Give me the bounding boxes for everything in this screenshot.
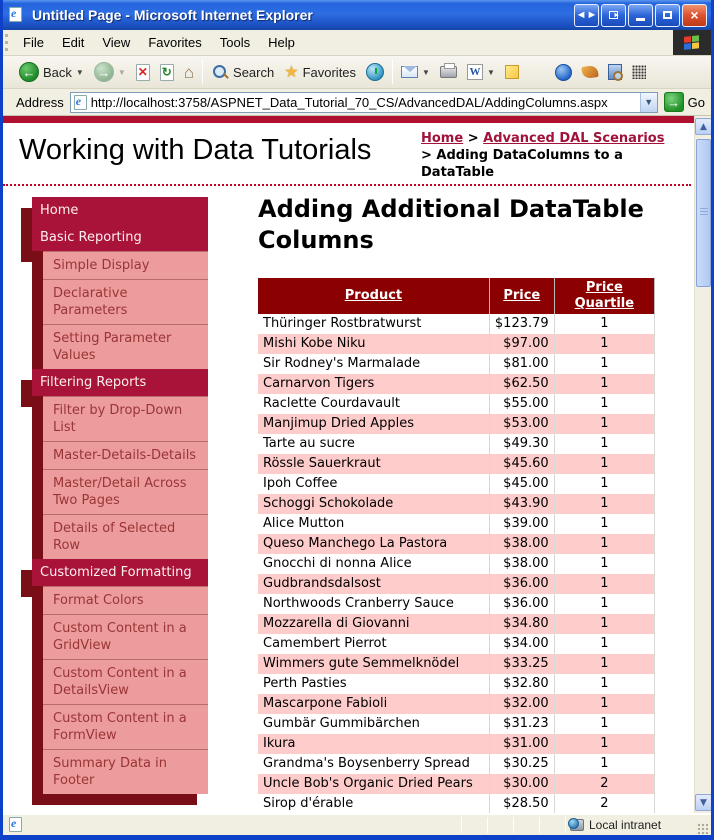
product-cell: Tarte au sucre xyxy=(258,434,489,454)
toolbar-separator-2 xyxy=(392,60,393,84)
product-cell: Carnarvon Tigers xyxy=(258,374,489,394)
forward-dropdown-icon: ▼ xyxy=(117,67,126,77)
table-row xyxy=(258,674,655,694)
breadcrumb xyxy=(421,130,673,181)
quartile-cell: 1 xyxy=(554,714,654,734)
minimize-button[interactable] xyxy=(628,4,653,27)
addon-button[interactable] xyxy=(577,58,603,87)
forward-icon: → xyxy=(94,62,114,82)
table-row xyxy=(258,754,655,774)
sidebar-item[interactable]: Format Colors xyxy=(43,586,208,614)
maximize-button[interactable] xyxy=(655,4,680,27)
mail-icon xyxy=(401,66,418,78)
product-cell: Grandma's Boysenberry Spread xyxy=(258,754,489,774)
scroll-down-button[interactable]: ▼ xyxy=(695,794,711,811)
dots-grid-icon xyxy=(632,65,646,79)
back-dropdown-icon[interactable]: ▼ xyxy=(75,67,84,77)
page-accent-bar xyxy=(3,116,711,123)
product-cell: Gnocchi di nonna Alice xyxy=(258,554,489,574)
vertical-scrollbar[interactable] xyxy=(694,116,711,813)
price-cell: $33.25 xyxy=(489,654,554,674)
table-row xyxy=(258,314,655,334)
table-row xyxy=(258,614,655,634)
table-row xyxy=(258,374,655,394)
history-icon xyxy=(366,63,384,81)
table-row xyxy=(258,574,655,594)
product-cell: Camembert Pierrot xyxy=(258,634,489,654)
page-content xyxy=(3,116,711,813)
quartile-cell: 1 xyxy=(554,674,654,694)
product-cell: Thüringer Rostbratwurst xyxy=(258,314,489,334)
quartile-cell: 1 xyxy=(554,614,654,634)
price-cell: $81.00 xyxy=(489,354,554,374)
product-cell: Gumbär Gummibärchen xyxy=(258,714,489,734)
quartile-cell: 1 xyxy=(554,434,654,454)
quartile-cell: 1 xyxy=(554,494,654,514)
security-zone-label: Local intranet xyxy=(589,817,662,832)
price-cell: $34.80 xyxy=(489,614,554,634)
messenger-icon xyxy=(555,64,572,81)
sidebar-item[interactable]: Filtering Reports xyxy=(32,369,208,396)
sidebar-item[interactable]: Custom Content in a GridView xyxy=(43,614,208,659)
home-icon: ⌂ xyxy=(183,62,195,82)
snippet-button[interactable] xyxy=(627,58,651,87)
breadcrumb-current: > Adding DataColumns to a DataTable xyxy=(421,148,623,180)
quartile-cell: 2 xyxy=(554,794,654,813)
mail-button[interactable] xyxy=(396,58,435,87)
price-cell: $62.50 xyxy=(489,374,554,394)
price-cell: $43.90 xyxy=(489,494,554,514)
table-row xyxy=(258,434,655,454)
price-cell: $97.00 xyxy=(489,334,554,354)
forward-button[interactable] xyxy=(89,58,131,87)
sidebar-item[interactable]: Simple Display xyxy=(43,251,208,279)
sidebar-item[interactable]: Basic Reporting xyxy=(32,224,208,251)
price-cell: $30.00 xyxy=(489,774,554,794)
refresh-icon: ↻ xyxy=(161,65,172,79)
resize-grip[interactable] xyxy=(696,822,709,835)
sidebar-item[interactable]: Declarative Parameters xyxy=(43,279,208,324)
favorites-label: Favorites xyxy=(302,64,357,80)
close-button[interactable]: × xyxy=(682,4,707,27)
word-icon: W xyxy=(467,64,483,80)
price-cell: $38.00 xyxy=(489,534,554,554)
product-cell: Queso Manchego La Pastora xyxy=(258,534,489,554)
status-bar xyxy=(3,813,711,835)
address-page-icon xyxy=(74,95,87,110)
menu-items xyxy=(14,30,304,55)
product-cell: Ipoh Coffee xyxy=(258,474,489,494)
table-row xyxy=(258,414,655,434)
table-row xyxy=(258,694,655,714)
table-row xyxy=(258,534,655,554)
quartile-cell: 1 xyxy=(554,594,654,614)
price-cell: $34.00 xyxy=(489,634,554,654)
favorites-button[interactable] xyxy=(279,58,361,87)
sidebar-item[interactable]: Home xyxy=(32,197,208,224)
price-cell: $32.00 xyxy=(489,694,554,714)
quartile-cell: 1 xyxy=(554,634,654,654)
windows-flag-icon xyxy=(684,35,700,51)
sidebar-item[interactable]: Setting Parameter Values xyxy=(43,324,208,369)
history-button[interactable] xyxy=(361,58,389,87)
intranet-zone-icon xyxy=(570,819,584,831)
grid-column-header[interactable]: Price Quartile xyxy=(554,278,654,314)
sidebar-nav xyxy=(21,197,208,794)
quartile-cell: 1 xyxy=(554,654,654,674)
menu-bar xyxy=(3,30,711,56)
home-button[interactable] xyxy=(179,58,199,87)
breadcrumb-link-home[interactable]: Home xyxy=(421,131,464,146)
menu-item-favorites[interactable]: Favorites xyxy=(148,35,202,50)
address-label: Address xyxy=(16,94,64,110)
addon-icon xyxy=(581,65,599,79)
back-button[interactable] xyxy=(14,58,89,87)
price-cell: $38.00 xyxy=(489,554,554,574)
windows-logo xyxy=(673,30,711,55)
menu-item-edit[interactable]: Edit xyxy=(61,35,85,50)
table-row xyxy=(258,494,655,514)
status-page-icon xyxy=(9,817,22,832)
window-border xyxy=(3,835,711,840)
product-cell: Alice Mutton xyxy=(258,514,489,534)
sidebar-item[interactable]: Details of Selected Row xyxy=(43,514,208,559)
dock-window-button[interactable] xyxy=(601,4,626,27)
address-dropdown-button[interactable]: ▼ xyxy=(640,93,657,112)
quartile-cell: 1 xyxy=(554,754,654,774)
grid-column-header[interactable]: Product xyxy=(258,278,489,314)
scroll-up-button[interactable]: ▲ xyxy=(695,118,711,135)
dotted-divider xyxy=(3,184,691,186)
price-cell: $30.25 xyxy=(489,754,554,774)
price-cell: $45.60 xyxy=(489,454,554,474)
quartile-cell: 1 xyxy=(554,514,654,534)
product-cell: Ikura xyxy=(258,734,489,754)
table-row xyxy=(258,354,655,374)
refresh-button[interactable] xyxy=(155,58,179,87)
search-label: Search xyxy=(233,64,275,80)
menu-item-help[interactable]: Help xyxy=(268,35,295,50)
quartile-cell: 1 xyxy=(554,534,654,554)
quartile-cell: 1 xyxy=(554,554,654,574)
search-button[interactable] xyxy=(206,58,279,87)
quartile-cell: 1 xyxy=(554,454,654,474)
status-main-pane xyxy=(5,816,461,834)
sidebar-item[interactable]: Master-Details-Details xyxy=(43,441,208,469)
discuss-icon xyxy=(505,65,519,79)
product-cell: Mascarpone Fabioli xyxy=(258,694,489,714)
edit-with-word-button[interactable] xyxy=(462,58,500,87)
quartile-cell: 1 xyxy=(554,414,654,434)
toolbar-separator xyxy=(202,60,203,84)
research-icon xyxy=(608,64,622,80)
sidebar-item[interactable]: Summary Data in Footer xyxy=(43,749,208,794)
price-cell: $31.23 xyxy=(489,714,554,734)
table-row xyxy=(258,394,655,414)
product-cell: Mozzarella di Giovanni xyxy=(258,614,489,634)
product-cell: Rössle Sauerkraut xyxy=(258,454,489,474)
title-bar[interactable] xyxy=(3,0,711,30)
quartile-cell: 1 xyxy=(554,314,654,334)
sidebar-item[interactable]: Master/Detail Across Two Pages xyxy=(43,469,208,514)
product-cell: Sir Rodney's Marmalade xyxy=(258,354,489,374)
product-cell: Gudbrandsdalsost xyxy=(258,574,489,594)
table-row xyxy=(258,774,655,794)
discuss-button[interactable] xyxy=(500,58,524,87)
toolbar-grip[interactable] xyxy=(5,34,12,51)
quartile-cell: 1 xyxy=(554,334,654,354)
ie-page-icon xyxy=(9,7,27,23)
menu-item-view[interactable]: View xyxy=(102,35,131,50)
favorites-star-icon: ★ xyxy=(284,64,299,81)
product-cell: Manjimup Dried Apples xyxy=(258,414,489,434)
print-icon xyxy=(440,66,457,78)
table-row xyxy=(258,714,655,734)
price-cell: $49.30 xyxy=(489,434,554,454)
quartile-cell: 1 xyxy=(554,354,654,374)
product-cell: Schoggi Schokolade xyxy=(258,494,489,514)
quartile-cell: 1 xyxy=(554,374,654,394)
price-cell: $55.00 xyxy=(489,394,554,414)
price-cell: $28.50 xyxy=(489,794,554,813)
grid-column-header[interactable]: Price xyxy=(489,278,554,314)
nav-arrows-button[interactable]: ◄► xyxy=(574,4,599,27)
standard-toolbar xyxy=(3,56,711,89)
product-cell: Wimmers gute Semmelknödel xyxy=(258,654,489,674)
sidebar-item[interactable]: Customized Formatting xyxy=(32,559,208,586)
main-article xyxy=(258,194,670,813)
sidebar-item[interactable]: Custom Content in a DetailsView xyxy=(43,659,208,704)
back-icon: ← xyxy=(19,62,39,82)
address-bar xyxy=(3,89,711,116)
mail-dropdown-icon[interactable]: ▼ xyxy=(422,67,430,77)
grid-header-row xyxy=(258,278,655,314)
product-cell: Raclette Courdavault xyxy=(258,394,489,414)
price-cell: $45.00 xyxy=(489,474,554,494)
grid-body xyxy=(258,314,655,813)
table-row xyxy=(258,734,655,754)
stop-icon: ✕ xyxy=(137,65,148,79)
quartile-cell: 1 xyxy=(554,474,654,494)
menu-item-tools[interactable]: Tools xyxy=(219,35,251,50)
sidebar-item[interactable]: Filter by Drop-Down List xyxy=(43,396,208,441)
back-label: Back xyxy=(43,64,72,80)
table-row xyxy=(258,554,655,574)
sidebar-item[interactable]: Custom Content in a FormView xyxy=(43,704,208,749)
product-cell: Mishi Kobe Niku xyxy=(258,334,489,354)
price-cell: $36.00 xyxy=(489,574,554,594)
site-title: Working with Data Tutorials xyxy=(19,134,372,166)
go-button[interactable]: → xyxy=(664,92,684,112)
price-cell: $123.79 xyxy=(489,314,554,334)
price-cell: $31.00 xyxy=(489,734,554,754)
article-heading: Adding Additional DataTable Columns xyxy=(258,195,644,254)
price-cell: $53.00 xyxy=(489,414,554,434)
price-cell: $39.00 xyxy=(489,514,554,534)
table-row xyxy=(258,474,655,494)
quartile-cell: 1 xyxy=(554,394,654,414)
table-row xyxy=(258,594,655,614)
stop-button[interactable] xyxy=(131,58,155,87)
quartile-cell: 1 xyxy=(554,734,654,754)
search-icon xyxy=(211,63,229,81)
table-row xyxy=(258,654,655,674)
security-zone-pane xyxy=(566,816,694,834)
table-row xyxy=(258,334,655,354)
table-row xyxy=(258,634,655,654)
research-button[interactable] xyxy=(603,58,627,87)
window-title: Untitled Page - Microsoft Internet Explorer xyxy=(32,7,313,23)
quartile-cell: 1 xyxy=(554,694,654,714)
quartile-cell: 2 xyxy=(554,774,654,794)
address-input[interactable] xyxy=(70,92,658,113)
menu-item-file[interactable]: File xyxy=(23,35,44,50)
product-cell: Northwoods Cranberry Sauce xyxy=(258,594,489,614)
address-url[interactable]: http://localhost:3758/ASPNET_Data_Tutorial_70_CS/AdvancedDAL/AddingColumns.aspx xyxy=(90,94,608,110)
scroll-thumb[interactable] xyxy=(696,139,711,287)
price-cell: $32.80 xyxy=(489,674,554,694)
table-row xyxy=(258,794,655,813)
product-cell: Sirop d'érable xyxy=(258,794,489,813)
table-row xyxy=(258,514,655,534)
price-cell: $36.00 xyxy=(489,594,554,614)
product-cell: Perth Pasties xyxy=(258,674,489,694)
products-gridview xyxy=(258,278,655,813)
messenger-button[interactable] xyxy=(550,58,577,87)
breadcrumb-separator: > xyxy=(463,131,484,146)
product-cell: Uncle Bob's Organic Dried Pears xyxy=(258,774,489,794)
edit-dropdown-icon[interactable]: ▼ xyxy=(486,67,495,77)
go-label: Go xyxy=(687,94,705,110)
table-row xyxy=(258,454,655,474)
print-button[interactable] xyxy=(435,58,462,87)
breadcrumb-link-section[interactable]: Advanced DAL Scenarios xyxy=(483,131,665,146)
quartile-cell: 1 xyxy=(554,574,654,594)
